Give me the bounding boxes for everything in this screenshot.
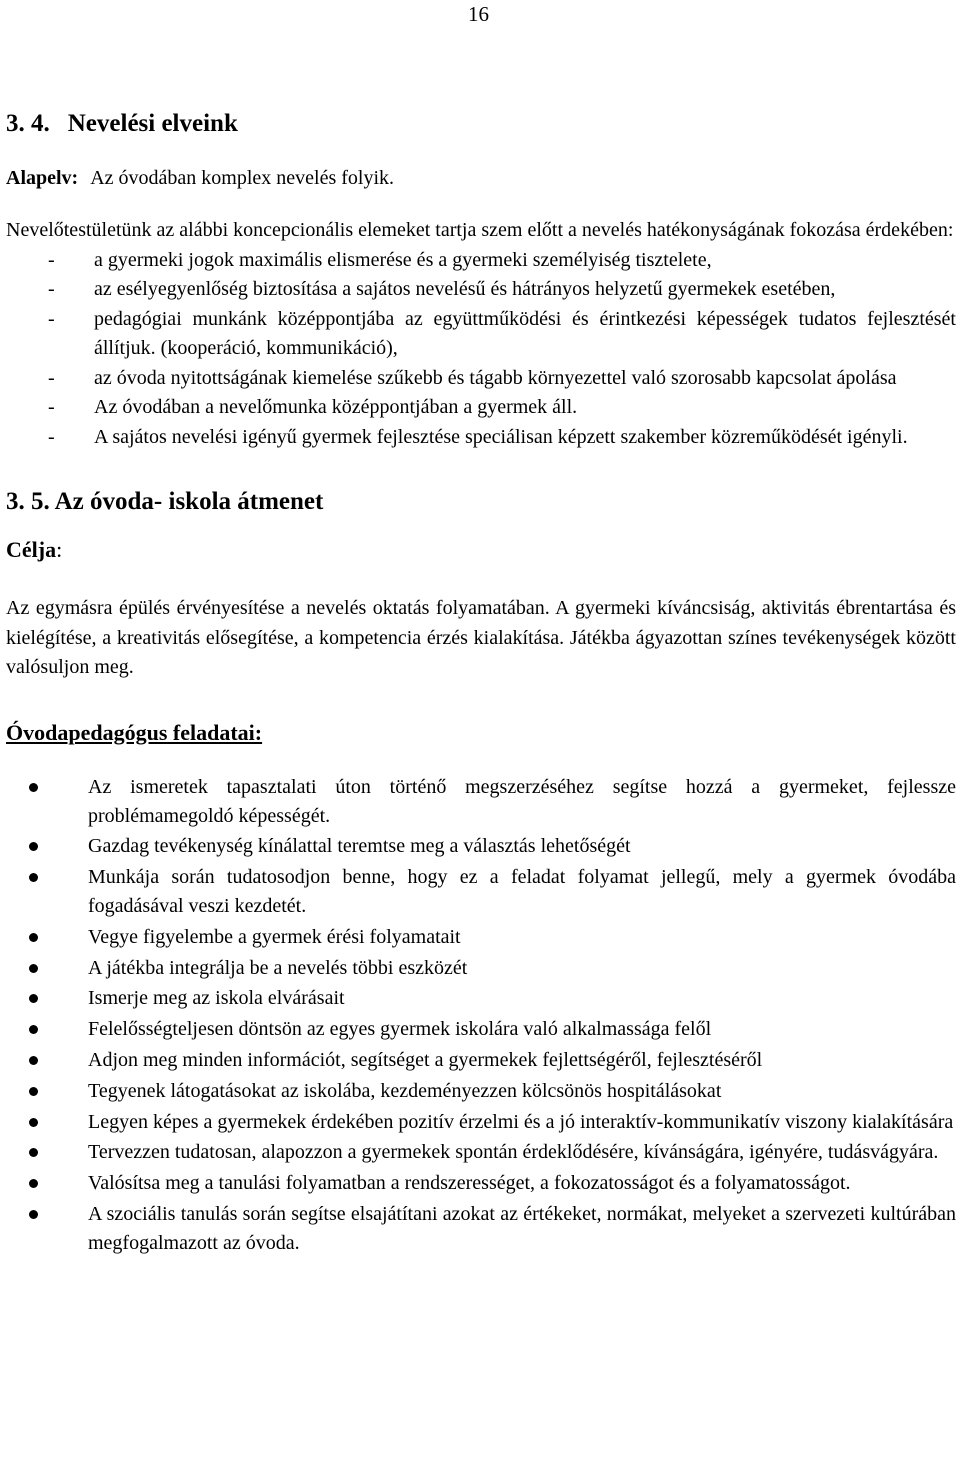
dash-marker: - bbox=[48, 278, 55, 300]
dash-marker: - bbox=[48, 248, 55, 271]
list-item-text: Tervezzen tudatosan, alapozzon a gyermekek spontán érdeklődésére, kívánságára, igényére, tudásvágyára. bbox=[88, 1141, 939, 1164]
dash-marker: - bbox=[48, 425, 55, 448]
list-item bbox=[6, 1015, 956, 1044]
bullet-icon bbox=[29, 964, 38, 973]
teacher-tasks-heading: Óvodapedagógus feladatai: bbox=[6, 719, 263, 745]
bullet-icon bbox=[29, 1148, 38, 1157]
list-item-text: Adjon meg minden információt, segítséget a gyermekek fejlettségéről, fejlesztéséről bbox=[88, 1049, 763, 1072]
bullet-icon bbox=[29, 1056, 38, 1065]
page-number: 16 bbox=[468, 2, 489, 26]
list-item-text: pedagógiai munkánk középpontjába az együttműködési és érintkezési képességek tudatos fejlesztését állítjuk. (kooperáció, kommunikáció), bbox=[94, 307, 956, 359]
list-item bbox=[6, 954, 956, 983]
goal-paragraph: Az egymásra épülés érvényesítése a nevelés oktatás folyamatában. A gyermeki kíváncsiság, aktivitás ébrentartása és kielégítése, a kreativitás elősegítése, a kompetencia érzés kialakítása. Játékba ágyazottan színes tevékenységek között valósuljon meg. bbox=[6, 597, 956, 678]
section-number: 3. 5. bbox=[6, 488, 50, 515]
list-item bbox=[6, 393, 956, 423]
goal-heading bbox=[6, 536, 956, 564]
principle-line bbox=[6, 164, 956, 192]
list-item bbox=[6, 275, 956, 305]
list-item bbox=[6, 773, 956, 831]
principle-label: Alapelv: bbox=[6, 167, 79, 189]
bullet-icon bbox=[29, 783, 38, 792]
list-item bbox=[6, 1169, 956, 1198]
list-item-text: A játékba integrálja be a nevelés többi eszközét bbox=[88, 956, 468, 979]
goal-label: Célja bbox=[6, 537, 57, 562]
list-item-text: Tegyenek látogatásokat az iskolába, kezdeményezzen kölcsönös hospitálásokat bbox=[88, 1079, 722, 1102]
list-item-text: Az ismeretek tapasztalati úton történő megszerzéséhez segítse hozzá a gyermeket, fejlessze problémamegoldó képességét. bbox=[88, 775, 956, 827]
list-item-text: A szociális tanulás során segítse elsajátítani azokat az értékeket, normákat, melyeket a szervezeti kultúrában megfogalmazott az óvoda. bbox=[88, 1203, 956, 1255]
list-item bbox=[6, 863, 956, 921]
section-heading-3-5 bbox=[6, 486, 956, 518]
teacher-tasks-list bbox=[6, 773, 956, 1259]
intro-paragraph: Nevelőtestületünk az alábbi koncepcionális elemeket tartja szem előtt a nevelés hatékonyságának fokozása érdekében: bbox=[6, 219, 954, 241]
list-item-text: a gyermeki jogok maximális elismerése és a gyermeki személyiség tisztelete, bbox=[94, 248, 712, 271]
bullet-icon bbox=[29, 1087, 38, 1096]
section-title: Nevelési elveink bbox=[67, 110, 238, 137]
bullet-icon bbox=[29, 933, 38, 942]
section-title: Az óvoda- iskola átmenet bbox=[54, 488, 324, 515]
list-item-text: Vegye figyelembe a gyermek érési folyamatait bbox=[88, 925, 461, 948]
list-item-text: Valósítsa meg a tanulási folyamatban a rendszerességet, a fokozatosságot és a folyamatosságot. bbox=[88, 1172, 851, 1195]
list-item bbox=[6, 1108, 956, 1137]
list-item bbox=[6, 1046, 956, 1075]
list-item-text: Legyen képes a gyermekek érdekében pozitív érzelmi és a jó interaktív-kommunikatív viszony kialakítására bbox=[88, 1110, 954, 1133]
list-item-text: Az óvodában a nevelőmunka középpontjában a gyermek áll. bbox=[94, 396, 578, 418]
dash-marker: - bbox=[48, 366, 55, 389]
principle-text: Az óvodában komplex nevelés folyik. bbox=[90, 167, 395, 189]
list-item bbox=[6, 246, 956, 276]
dash-marker: - bbox=[48, 307, 55, 330]
dash-marker: - bbox=[48, 396, 55, 418]
bullet-icon bbox=[29, 994, 38, 1003]
bullet-icon bbox=[29, 1210, 38, 1219]
list-item bbox=[6, 1077, 956, 1106]
list-item-text: Munkája során tudatosodjon benne, hogy ez a feladat folyamat jellegű, mely a gyermek óvodába fogadásával veszi kezdetét. bbox=[88, 866, 956, 918]
page-content bbox=[6, 108, 956, 1260]
bullet-icon bbox=[29, 1118, 38, 1127]
bullet-icon bbox=[29, 842, 38, 851]
elements-dash-list bbox=[6, 246, 956, 453]
list-item-text: A sajátos nevelési igényű gyermek fejlesztése speciálisan képzett szakember közreműködését igényli. bbox=[94, 425, 908, 448]
list-item-text: Gazdag tevékenység kínálattal teremtse meg a választás lehetőségét bbox=[88, 835, 631, 858]
bullet-icon bbox=[29, 873, 38, 882]
bullet-icon bbox=[29, 1025, 38, 1034]
list-item bbox=[6, 364, 956, 394]
list-item bbox=[6, 984, 956, 1013]
list-item bbox=[6, 923, 956, 952]
list-item bbox=[6, 1200, 956, 1258]
list-item bbox=[6, 423, 956, 453]
list-item bbox=[6, 305, 956, 364]
section-number: 3. 4. bbox=[6, 110, 50, 137]
list-item-text: az esélyegyenlőség biztosítása a sajátos nevelésű és hátrányos helyzetű gyermekek esetében, bbox=[94, 278, 836, 300]
list-item-text: az óvoda nyitottságának kiemelése szűkebb és tágabb környezettel való szorosabb kapcsolat ápolása bbox=[94, 366, 897, 389]
list-item-text: Felelősségteljesen döntsön az egyes gyermek iskolára való alkalmassága felől bbox=[88, 1018, 712, 1041]
list-item bbox=[6, 1138, 956, 1167]
list-item bbox=[6, 832, 956, 861]
list-item-text: Ismerje meg az iskola elvárásait bbox=[88, 987, 345, 1010]
goal-colon: : bbox=[56, 537, 63, 562]
section-heading-3-4 bbox=[6, 108, 956, 140]
bullet-icon bbox=[29, 1179, 38, 1188]
